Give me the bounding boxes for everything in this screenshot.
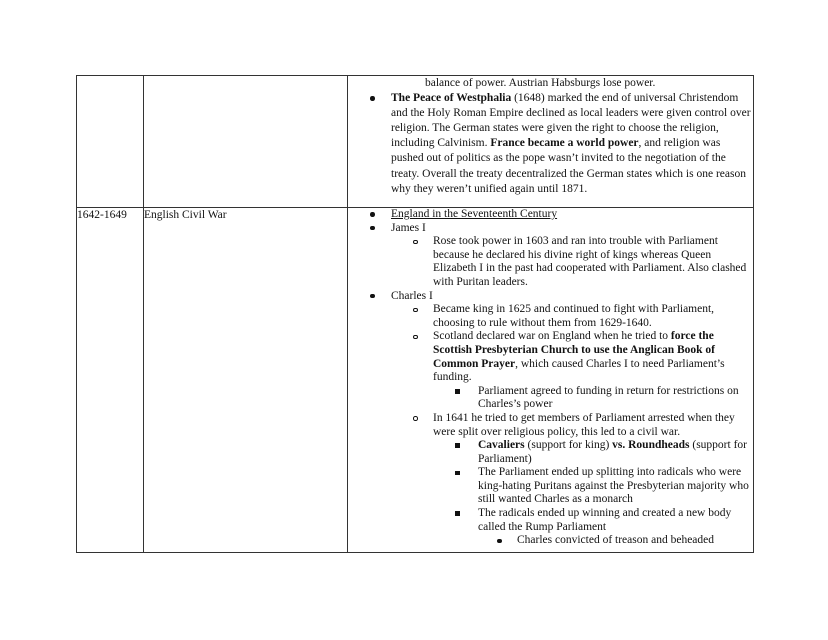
note-text [478,466,749,505]
bold-text-segment: The Peace of Westphalia [391,92,512,105]
note-item [348,534,753,548]
notes-cell [348,76,754,208]
bullet-disc-icon [497,539,502,544]
bullet-circle-icon [413,335,418,340]
text-segment: Parliament agreed to funding in return for restrictions on Charles’s power [478,384,739,411]
note-text [517,534,714,546]
note-item [348,466,753,507]
bullet-square-icon [455,443,460,448]
bold-text-segment: vs. Roundheads [612,439,690,452]
note-text [391,208,557,220]
text-segment: Charles convicted of treason and beheaded [517,534,715,547]
event-cell [144,76,348,208]
note-text [478,439,747,465]
text-segment: James I [391,221,426,234]
note-item [348,412,753,439]
bullet-circle-icon [413,416,418,421]
text-segment: (support for Parliament) [478,439,747,465]
date-cell [77,208,144,553]
bullet-disc-icon [370,226,375,231]
text-segment: Rose took power in 1603 and ran into trouble with Parliament because he declared his divine right of kings whereas Queen Elizabeth I in the past had cooperated with Parliament. Also clashed with Puritan leaders. [433,235,747,288]
text-segment: The radicals ended up winning and created a new body called the Rump Parliament [478,507,732,533]
bullet-square-icon [455,511,460,516]
date-cell [77,76,144,208]
underlined-text-segment: England in the Seventeenth Century [391,208,558,220]
text-segment: (1648) marked the end of universal Christendom and the Holy Roman Empire declined as local leaders were given control over religion. The German states were given the right to choose the religion, including Calvinism. [391,92,751,150]
text-segment: balance of power. Austrian Habsburgs lose power. [425,77,656,89]
event-cell [144,208,348,553]
notes-cell [348,208,754,553]
bold-text-segment: France became a world power [490,137,639,150]
note-item [348,290,753,304]
note-text [433,303,714,329]
text-segment: The Parliament ended up splitting into radicals who were king-hating Puritans against the Presbyterian majority who still wanted Charles as a monarch [478,466,749,506]
text-segment: Scotland declared war on England when he tried to [433,330,671,343]
bullet-circle-icon [413,240,418,245]
note-item [348,91,753,197]
event-text: English Civil War [144,209,227,221]
text-segment: In 1641 he tried to get members of Parliament arrested when they were split over religious policy, this led to a civil war. [433,411,735,438]
table-body [77,76,754,553]
text-segment: Became king in 1625 and continued to fight with Parliament, choosing to rule without them from 1629-1640. [433,303,715,329]
text-segment: , which caused Charles I to need Parliament’s funding. [433,357,725,384]
bullet-square-icon [455,389,460,394]
bullet-square-icon [455,471,460,476]
note-text [391,290,433,302]
table-row [77,76,754,208]
note-text [425,77,655,89]
text-segment: Charles I [391,289,433,302]
note-item [348,303,753,330]
bullet-disc-icon [370,212,375,217]
history-notes-table [76,75,754,553]
note-text [478,507,731,533]
note-text [433,412,735,438]
bold-text-segment: Cavaliers [478,439,525,452]
note-item [348,208,753,222]
note-text [433,330,725,383]
note-text [391,92,751,195]
text-segment: , and religion was pushed out of politics as the pope wasn’t invited to the negotiation of the treaty. Overall the treaty decentralized the German states which is one reason why they weren’t unified again until 1871. [391,137,746,195]
note-item [348,76,753,91]
bold-text-segment: force the Scottish Presbyterian Church to use the Anglican Book of Common Prayer [433,330,715,370]
note-item [348,385,753,412]
note-item [348,439,753,466]
date-text: 1642-1649 [77,209,127,221]
note-item [348,235,753,289]
note-text [433,235,746,288]
text-segment: (support for king) [524,439,613,452]
bullet-disc-icon [370,294,375,299]
note-item [348,222,753,236]
bullet-disc-icon [370,96,375,101]
bullet-circle-icon [413,308,418,313]
note-item [348,330,753,384]
note-text [391,222,426,234]
table-row [77,208,754,553]
note-text [478,385,739,411]
note-item [348,507,753,534]
